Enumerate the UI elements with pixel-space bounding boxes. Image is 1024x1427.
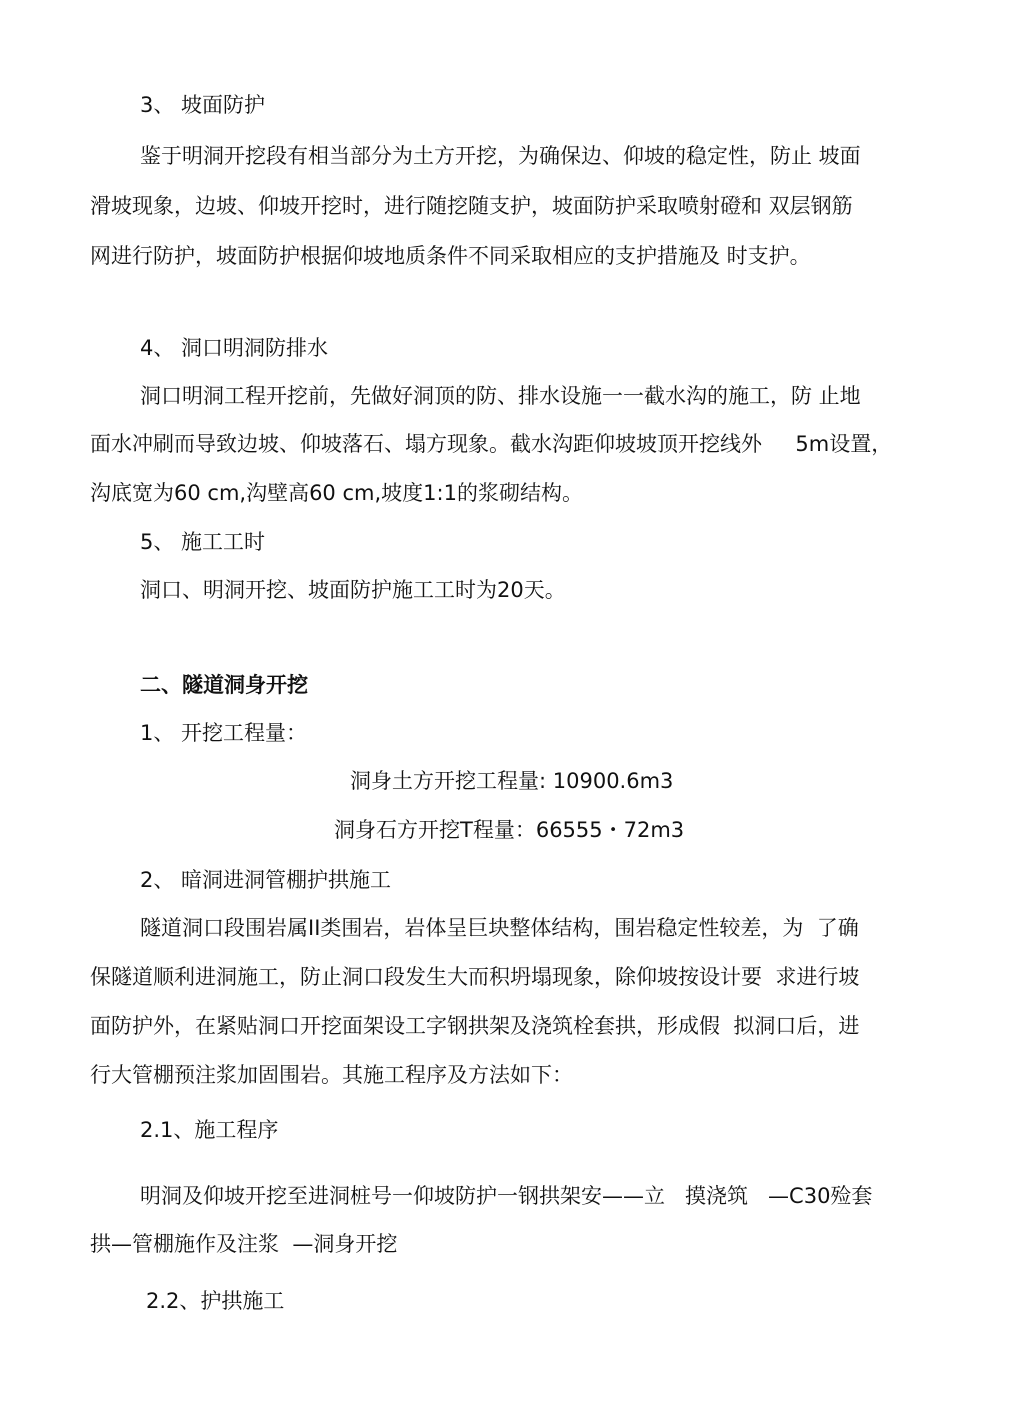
section-2-2-title: 2.2、护拱施工 [146, 1289, 285, 1313]
section-5-title: 5、 施工工时 [140, 530, 266, 554]
section-3-paragraph-line: 滑坡现象，边坡、仰坡开挖时，进行随挖随支护，坡面防护采取喷射磴和 双层钢筋 [90, 194, 853, 218]
section-4-paragraph-line: 洞口明洞工程开挖前，先做好洞顶的防、排水设施一一截水沟的施工，防 止地 [140, 384, 861, 408]
chapter-2-section-2-paragraph-line: 面防护外，在紧贴洞口开挖面架设工字钢拱架及浇筑栓套拱，形成假 拟洞口后，进 [90, 1014, 860, 1038]
chapter-2-section-2-paragraph-line: 保隧道顺利进洞施工，防止洞口段发生大而积坍塌现象，除仰坡按设计要 求进行坡 [90, 965, 860, 989]
section-2-1-paragraph-line: 拱—管棚施作及注浆 —洞身开挖 [90, 1232, 398, 1256]
earthwork-quantity: 洞身土方开挖工程量: 10900.6m3 [350, 769, 674, 793]
section-4-paragraph-line: 沟底宽为60 cm,沟壁高60 cm,坡度1:1的浆砌结构。 [90, 481, 583, 505]
chapter-2-section-2-title: 2、 暗洞进洞管棚护拱施工 [140, 868, 392, 892]
chapter-2-title: 二、隧道洞身开挖 [140, 673, 308, 697]
chapter-2-section-2-paragraph-line: 行大管棚预注浆加固围岩。其施工程序及方法如下： [90, 1063, 573, 1087]
chapter-2-section-2-paragraph-line: 隧道洞口段围岩属II类围岩，岩体呈巨块整体结构，围岩稳定性较差，为 了确 [140, 916, 859, 940]
section-4-title: 4、 洞口明洞防排水 [140, 336, 329, 360]
section-5-paragraph-line: 洞口、明洞开挖、坡面防护施工工时为20天。 [140, 578, 566, 602]
section-3-paragraph-line: 网进行防护，坡面防护根据仰坡地质条件不同采取相应的支护措施及 时支护。 [90, 244, 811, 268]
section-3-title: 3、 坡面防护 [140, 93, 266, 117]
section-2-1-title: 2.1、施工程序 [140, 1118, 279, 1142]
section-4-paragraph-line: 面水冲刷而导致边坡、仰坡落石、塌方现象。截水沟距仰坡坡顶开挖线外 5m设置， [90, 432, 893, 456]
rockwork-quantity: 洞身石方开挖T程量：66555・72m3 [334, 818, 685, 842]
chapter-2-section-1-title: 1、 开挖工程量： [140, 721, 308, 745]
section-3-paragraph-line: 鉴于明洞开挖段有相当部分为土方开挖，为确保边、仰坡的稳定性，防止 坡面 [140, 144, 861, 168]
section-2-1-paragraph-line: 明洞及仰坡开挖至进洞桩号一仰坡防护一钢拱架安——立 摸浇筑 —C30殓套 [140, 1184, 873, 1208]
